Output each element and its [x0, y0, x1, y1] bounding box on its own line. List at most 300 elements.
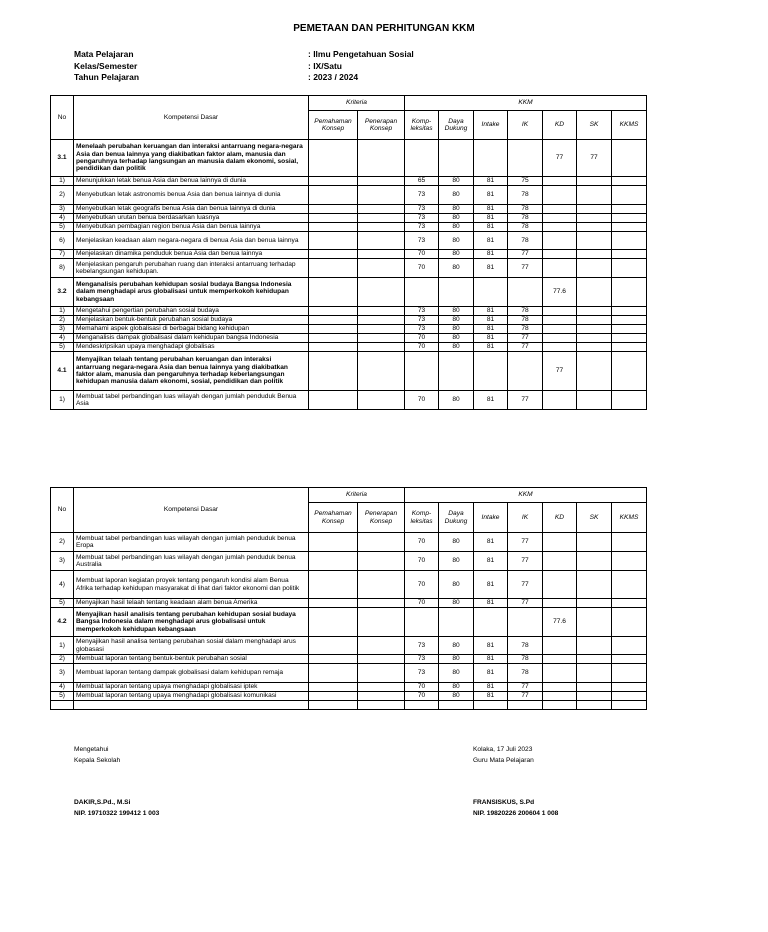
sign-right-line2: Guru Mata Pelajaran [473, 757, 534, 764]
cell-text: Menyebutkan letak geografis benua Asia dan benua lainnya di dunia [74, 205, 309, 214]
cell-no: 3.2 [51, 278, 74, 307]
cell-pem [309, 552, 358, 571]
table-row [51, 637, 647, 655]
sign-right-line1: Kolaka, 17 Juli 2023 [473, 746, 533, 753]
cell-pem [309, 352, 358, 391]
cell-komp: 70 [405, 250, 439, 259]
cell-pem [309, 683, 358, 692]
cell-komp: 70 [405, 343, 439, 352]
cell-intake: 81 [474, 307, 508, 316]
cell-sk [577, 571, 612, 599]
cell-pem [309, 637, 358, 655]
cell-daya: 80 [439, 334, 474, 343]
cell-kkms [612, 214, 647, 223]
cell-komp: 73 [405, 214, 439, 223]
cell-komp: 73 [405, 205, 439, 214]
info-value: : IX/Satu [308, 60, 343, 71]
cell-text: Menjelaskan keadaan alam negara-negara di benua Asia dan benua lainnya [74, 232, 309, 250]
cell-kd [543, 701, 577, 710]
info-row-year [74, 72, 414, 84]
cell-text: Menjelaskan bentuk-bentuk perubahan sosial budaya [74, 316, 309, 325]
page-title: PEMETAAN DAN PERHITUNGAN KKM [293, 23, 475, 34]
cell-kd [543, 316, 577, 325]
cell-no: 1) [51, 307, 74, 316]
cell-text: Mengetahui pengertian perubahan sosial budaya [74, 307, 309, 316]
cell-ik: 77 [508, 683, 543, 692]
table-row [51, 214, 647, 223]
cell-no: 3) [51, 552, 74, 571]
cell-intake: 81 [474, 664, 508, 683]
cell-komp: 70 [405, 334, 439, 343]
cell-pem [309, 214, 358, 223]
cell-kkms [612, 343, 647, 352]
table-row [51, 186, 647, 205]
cell-komp: 73 [405, 232, 439, 250]
table-row [51, 664, 647, 683]
cell-sk [577, 533, 612, 552]
header-intake: Intake [474, 111, 508, 140]
cell-komp: 73 [405, 655, 439, 664]
cell-pem [309, 571, 358, 599]
table-row [51, 232, 647, 250]
cell-ik [508, 140, 543, 177]
kd-row [51, 608, 647, 637]
cell-no: 3.1 [51, 140, 74, 177]
cell-daya: 80 [439, 599, 474, 608]
header-penerapan-konsep: Penerapan Konsep [358, 111, 405, 140]
cell-komp: 70 [405, 571, 439, 599]
cell-text: Membuat tabel perbandingan luas wilayah dengan jumlah penduduk benua Eropa [74, 533, 309, 552]
table-row [51, 223, 647, 232]
header-kkms: KKMS [612, 503, 647, 533]
cell-kd [543, 343, 577, 352]
cell-no: 4.1 [51, 352, 74, 391]
cell-kkms [612, 177, 647, 186]
header-no: No [51, 96, 74, 140]
table-row [51, 599, 647, 608]
cell-pem [309, 278, 358, 307]
cell-sk [577, 599, 612, 608]
info-value: : 2023 / 2024 [308, 72, 359, 82]
cell-kkms [612, 186, 647, 205]
cell-text: Menganalisis dampak globalisasi dalam kehidupan bangsa Indonesia [74, 334, 309, 343]
cell-no: 4) [51, 683, 74, 692]
cell-pem [309, 325, 358, 334]
cell-no: 5) [51, 692, 74, 701]
table-row [51, 571, 647, 599]
cell-sk [577, 352, 612, 391]
table-row [51, 325, 647, 334]
table-row [51, 205, 647, 214]
cell-daya: 80 [439, 533, 474, 552]
header-pemahaman-konsep: Pemahaman Konsep [309, 111, 358, 140]
cell-intake: 81 [474, 343, 508, 352]
cell-no: 6) [51, 232, 74, 250]
header-ik: IK [508, 111, 543, 140]
cell-kd [543, 232, 577, 250]
cell-pen [358, 186, 405, 205]
cell-no: 2) [51, 186, 74, 205]
cell-daya: 80 [439, 214, 474, 223]
cell-pen [358, 140, 405, 177]
cell-komp: 73 [405, 664, 439, 683]
cell-komp: 70 [405, 259, 439, 278]
cell-pem [309, 205, 358, 214]
cell-intake: 81 [474, 259, 508, 278]
cell-intake: 81 [474, 683, 508, 692]
cell-text: Menjelaskan dinamika penduduk benua Asia dan benua lainnya [74, 250, 309, 259]
info-row-class [74, 61, 414, 73]
table-row [51, 259, 647, 278]
cell-komp: 73 [405, 637, 439, 655]
cell-pen [358, 692, 405, 701]
cell-ik: 77 [508, 250, 543, 259]
cell-komp [405, 140, 439, 177]
cell-ik: 78 [508, 186, 543, 205]
cell-kd [543, 325, 577, 334]
info-block [74, 49, 414, 84]
table-row [51, 552, 647, 571]
cell-daya: 80 [439, 186, 474, 205]
header-kriteria: Kriteria [309, 488, 405, 503]
cell-daya: 80 [439, 571, 474, 599]
cell-daya: 80 [439, 655, 474, 664]
cell-ik: 78 [508, 637, 543, 655]
cell-komp: 70 [405, 533, 439, 552]
table-row [51, 334, 647, 343]
cell-ik: 78 [508, 655, 543, 664]
cell-komp [405, 278, 439, 307]
cell-text: Membuat laporan tentang upaya menghadapi globalisasi komunikasi [74, 692, 309, 701]
cell-kkms [612, 599, 647, 608]
header-daya-dukung: Daya Dukung [439, 503, 474, 533]
cell-daya: 80 [439, 637, 474, 655]
cell-daya: 80 [439, 259, 474, 278]
header-kriteria: Kriteria [309, 96, 405, 111]
cell-komp: 73 [405, 325, 439, 334]
header-kkms: KKMS [612, 111, 647, 140]
cell-daya: 80 [439, 343, 474, 352]
header-kompleksitas: Komp- leksitas [405, 111, 439, 140]
cell-intake [474, 701, 508, 710]
cell-kkms [612, 533, 647, 552]
sign-left-line2: Kepala Sekolah [74, 757, 121, 764]
cell-ik: 78 [508, 232, 543, 250]
cell-sk [577, 186, 612, 205]
header-penerapan-konsep: Penerapan Konsep [358, 503, 405, 533]
cell-no: 4.2 [51, 608, 74, 637]
cell-pen [358, 250, 405, 259]
cell-text: Menyajikan hasil analisa tentang perubahan sosial dalam menghadapi arus globasasi [74, 637, 309, 655]
cell-intake: 81 [474, 232, 508, 250]
cell-daya: 80 [439, 664, 474, 683]
cell-sk [577, 223, 612, 232]
sign-left-name: DAKIR,S.Pd., M.Si [74, 799, 131, 806]
cell-intake: 81 [474, 316, 508, 325]
cell-kkms [612, 140, 647, 177]
cell-ik: 77 [508, 692, 543, 701]
cell-no: 2) [51, 533, 74, 552]
sign-right-nip: NIP. 19820226 200604 1 008 [473, 810, 559, 817]
cell-pen [358, 552, 405, 571]
cell-komp: 73 [405, 316, 439, 325]
cell-kkms [612, 334, 647, 343]
kkm-table-1 [50, 95, 647, 410]
cell-pen [358, 608, 405, 637]
cell-sk [577, 334, 612, 343]
cell-pen [358, 637, 405, 655]
cell-pem [309, 140, 358, 177]
table-row [51, 692, 647, 701]
sign-left-line1: Mengetahui [74, 746, 109, 753]
cell-pem [309, 655, 358, 664]
cell-kd [543, 533, 577, 552]
cell-ik: 78 [508, 325, 543, 334]
cell-text: Membuat laporan tentang dampak globalisasi dalam kehidupan remaja [74, 664, 309, 683]
cell-kd [543, 186, 577, 205]
cell-kkms [612, 655, 647, 664]
cell-pen [358, 599, 405, 608]
cell-kkms [612, 571, 647, 599]
cell-no: 5) [51, 223, 74, 232]
cell-intake: 81 [474, 637, 508, 655]
cell-text: Menelaah perubahan keruangan dan interaksi antarruang negara-negara Asia dan benua lainnya yang diakibatkan faktor alam, manusia dan pengaruhnya terhadap langsungan an manusia dalam ekonomi, sosial, pendidikan dan politik [74, 140, 309, 177]
cell-sk [577, 664, 612, 683]
cell-kd [543, 637, 577, 655]
cell-intake: 81 [474, 325, 508, 334]
cell-pen [358, 307, 405, 316]
cell-kkms [612, 664, 647, 683]
cell-kd [543, 655, 577, 664]
header-kkm: KKM [405, 488, 647, 503]
cell-kkms [612, 608, 647, 637]
cell-no: 3) [51, 664, 74, 683]
cell-no: 7) [51, 250, 74, 259]
sign-left-nip: NIP. 19710322 199412 1 003 [74, 810, 160, 817]
cell-intake [474, 352, 508, 391]
cell-sk [577, 259, 612, 278]
cell-pem [309, 599, 358, 608]
info-row-subject [74, 49, 414, 61]
info-label: Kelas/Semester [74, 60, 138, 71]
cell-ik: 78 [508, 307, 543, 316]
cell-text: Membuat laporan kegiatan proyek tentang pengaruh kondisi alam Benua Afrika terhadap kehidupan masyarakat di lihat dari faktor ekonomi dan politik [74, 571, 309, 599]
cell-text: Membuat laporan tentang bentuk-bentuk perubahan sosial [74, 655, 309, 664]
cell-sk [577, 177, 612, 186]
cell-ik: 78 [508, 205, 543, 214]
cell-text: Menjelaskan pengaruh perubahan ruang dan interaksi antarruang terhadap kebelangsungan kehidupan. [74, 259, 309, 278]
cell-pen [358, 683, 405, 692]
cell-pem [309, 664, 358, 683]
table-row [51, 343, 647, 352]
cell-kd [543, 334, 577, 343]
cell-intake: 81 [474, 334, 508, 343]
cell-text: Membuat laporan tentang upaya menghadapi globalisasi iptek [74, 683, 309, 692]
cell-ik: 77 [508, 259, 543, 278]
cell-text: Menyajikan hasil analisis tentang perubahan kehidupan sosial budaya Bangsa Indonesia dalam menghadapi arus globalisasi untuk memperkokoh kehidupan kebangsaan [74, 608, 309, 637]
cell-daya: 80 [439, 205, 474, 214]
cell-ik [508, 352, 543, 391]
cell-sk [577, 637, 612, 655]
cell-ik: 77 [508, 552, 543, 571]
cell-komp: 70 [405, 552, 439, 571]
cell-komp [405, 352, 439, 391]
cell-pen [358, 205, 405, 214]
cell-pen [358, 391, 405, 410]
cell-kd [543, 571, 577, 599]
cell-pem [309, 259, 358, 278]
cell-kd [543, 250, 577, 259]
cell-sk [577, 232, 612, 250]
cell-pen [358, 701, 405, 710]
cell-kkms [612, 352, 647, 391]
cell-intake: 81 [474, 552, 508, 571]
cell-pem [309, 343, 358, 352]
cell-sk [577, 214, 612, 223]
table-row [51, 655, 647, 664]
cell-intake: 81 [474, 599, 508, 608]
cell-pen [358, 177, 405, 186]
header-kkm: KKM [405, 96, 647, 111]
cell-kd [543, 683, 577, 692]
cell-sk [577, 325, 612, 334]
cell-ik [508, 608, 543, 637]
cell-daya: 80 [439, 391, 474, 410]
cell-kkms [612, 552, 647, 571]
cell-daya [439, 608, 474, 637]
cell-pem [309, 186, 358, 205]
cell-intake [474, 140, 508, 177]
cell-pem [309, 692, 358, 701]
header-daya-dukung: Daya Dukung [439, 111, 474, 140]
cell-pen [358, 223, 405, 232]
header-kd: KD [543, 111, 577, 140]
cell-kd [543, 599, 577, 608]
header-kompetensi-dasar: Kompetensi Dasar [74, 96, 309, 140]
cell-kd [543, 664, 577, 683]
cell-daya: 80 [439, 250, 474, 259]
cell-komp: 70 [405, 391, 439, 410]
cell-daya: 80 [439, 316, 474, 325]
cell-daya: 80 [439, 683, 474, 692]
cell-kkms [612, 637, 647, 655]
cell-sk [577, 655, 612, 664]
cell-komp: 70 [405, 683, 439, 692]
cell-sk [577, 278, 612, 307]
cell-kd: 77.6 [543, 278, 577, 307]
header-sk: SK [577, 111, 612, 140]
cell-kkms [612, 223, 647, 232]
cell-sk [577, 316, 612, 325]
cell-pem [309, 316, 358, 325]
cell-kd [543, 177, 577, 186]
cell-pem [309, 701, 358, 710]
cell-intake: 81 [474, 250, 508, 259]
header-sk: SK [577, 503, 612, 533]
cell-pen [358, 316, 405, 325]
cell-no: 2) [51, 655, 74, 664]
cell-sk [577, 343, 612, 352]
cell-no: 5) [51, 343, 74, 352]
cell-kd: 77.6 [543, 608, 577, 637]
cell-sk [577, 701, 612, 710]
cell-text: Membuat tabel perbandingan luas wilayah dengan jumlah penduduk benua Australia [74, 552, 309, 571]
cell-no: 3) [51, 325, 74, 334]
cell-komp: 70 [405, 692, 439, 701]
cell-text: Memahami aspek globalisasi di berbagai bidang kehidupan [74, 325, 309, 334]
cell-ik: 78 [508, 316, 543, 325]
cell-text: Menganalisis perubahan kehidupan sosial budaya Bangsa Indonesia dalam menghadapi arus globalisasi untuk memperkokoh kehidupan kebangsaan [74, 278, 309, 307]
cell-kd [543, 214, 577, 223]
cell-intake: 81 [474, 223, 508, 232]
header-intake: Intake [474, 503, 508, 533]
kd-row [51, 278, 647, 307]
cell-intake: 81 [474, 655, 508, 664]
cell-pem [309, 307, 358, 316]
cell-sk [577, 692, 612, 701]
cell-daya: 80 [439, 307, 474, 316]
header-ik: IK [508, 503, 543, 533]
cell-no: 4) [51, 334, 74, 343]
table-row [51, 683, 647, 692]
cell-intake [474, 278, 508, 307]
cell-daya [439, 140, 474, 177]
cell-no: 8) [51, 259, 74, 278]
cell-pem [309, 391, 358, 410]
cell-pen [358, 259, 405, 278]
cell-pen [358, 278, 405, 307]
cell-text [74, 701, 309, 710]
cell-kkms [612, 391, 647, 410]
cell-kd [543, 692, 577, 701]
cell-daya: 80 [439, 325, 474, 334]
cell-text: Menyajikan telaah tentang perubahan keruangan dan interaksi antarruang negara-negara Asia dan benua lainnya yang diakibatkan faktor alam, manusia dan pengaruhnya terhadap keberlangsungan kehidupan manusia dalam ekonomi, sosial, pendidikan dan politik [74, 352, 309, 391]
cell-text: Menyebutkan pembagian region benua Asia dan benua lainnya [74, 223, 309, 232]
cell-pen [358, 343, 405, 352]
cell-pem [309, 533, 358, 552]
cell-pem [309, 334, 358, 343]
cell-komp: 65 [405, 177, 439, 186]
cell-ik [508, 701, 543, 710]
cell-kkms [612, 259, 647, 278]
cell-pen [358, 533, 405, 552]
header-kompetensi-dasar: Kompetensi Dasar [74, 488, 309, 533]
cell-ik: 77 [508, 571, 543, 599]
cell-no: 5) [51, 599, 74, 608]
cell-kkms [612, 692, 647, 701]
cell-daya: 80 [439, 232, 474, 250]
cell-text: Menunjukkan letak benua Asia dan benua lainnya di dunia [74, 177, 309, 186]
cell-no: 4) [51, 571, 74, 599]
cell-sk [577, 205, 612, 214]
cell-intake: 81 [474, 391, 508, 410]
kd-row [51, 352, 647, 391]
table-row [51, 701, 647, 710]
cell-pen [358, 352, 405, 391]
cell-kkms [612, 316, 647, 325]
cell-ik: 78 [508, 214, 543, 223]
cell-intake [474, 608, 508, 637]
signature-right [473, 744, 558, 819]
cell-ik: 77 [508, 334, 543, 343]
sign-right-name: FRANSISKUS, S.Pd [473, 799, 535, 806]
cell-intake: 81 [474, 186, 508, 205]
cell-text: Menyajikan hasil telaah tentang keadaan alam benua Amerika [74, 599, 309, 608]
cell-pem [309, 177, 358, 186]
cell-kkms [612, 205, 647, 214]
cell-kd [543, 552, 577, 571]
cell-sk [577, 552, 612, 571]
